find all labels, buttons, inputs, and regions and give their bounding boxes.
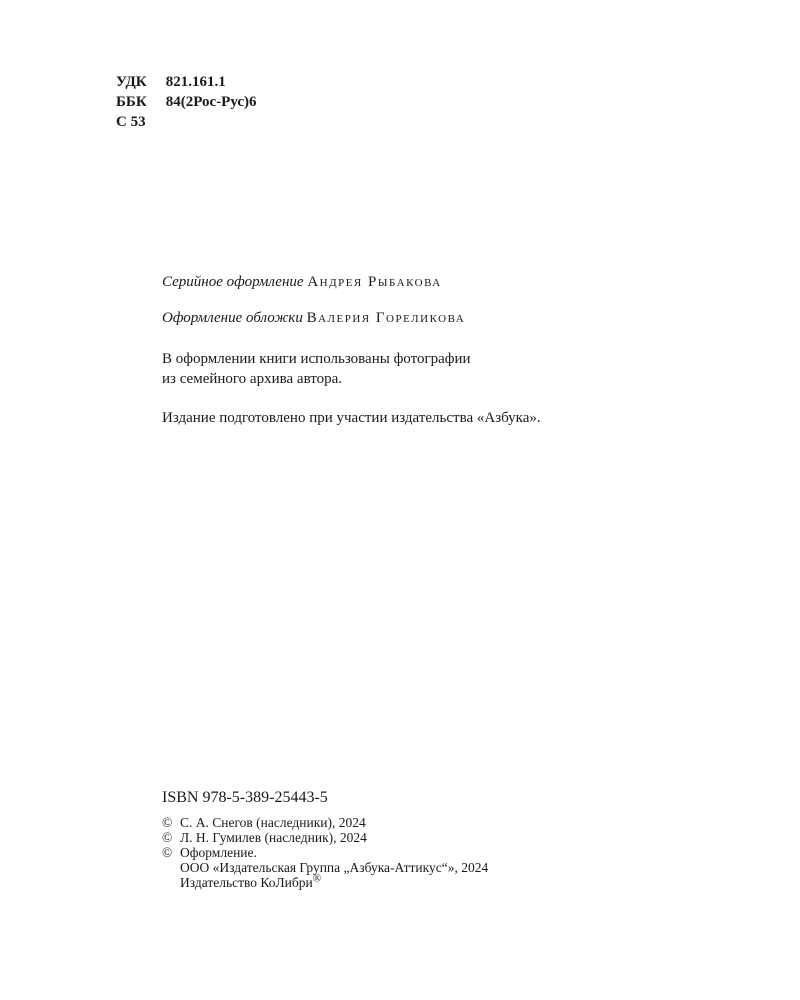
cover-design-credit	[162, 308, 722, 328]
author-mark: С 53	[116, 114, 146, 130]
bbk-code: ББК	[116, 94, 147, 110]
copyright-line	[162, 845, 722, 860]
copyright-continuation: ООО «Издательская Группа „Азбука-Аттикус“», 2024	[180, 860, 489, 875]
copyright-symbol: ©	[162, 845, 173, 860]
copyright-text: С. А. Снегов (наследники), 2024	[180, 815, 366, 830]
photos-note-line-1: В оформлении книги использованы фотографии	[162, 351, 471, 367]
copyright-text: Л. Н. Гумилев (наследник), 2024	[180, 830, 367, 845]
series-design-person: Андрея Рыбакова	[307, 274, 442, 290]
publisher-name: Издательство КоЛибри	[180, 875, 313, 890]
udk-value: 821.161.1	[165, 74, 226, 90]
copyright-line	[162, 815, 722, 830]
copyright-line	[162, 830, 722, 845]
copyright-text: Оформление.	[180, 845, 257, 860]
udk-code: УДК	[116, 74, 147, 90]
credits-block	[162, 272, 722, 428]
copyright-symbol: ©	[162, 815, 173, 830]
cover-design-role: Оформление обложки	[162, 310, 303, 326]
bbk-row	[116, 92, 257, 112]
copyright-block	[162, 815, 722, 890]
photos-note-line-2: из семейного архива автора.	[162, 371, 343, 387]
publisher-note: Издание подготовлено при участии издательства «Азбука».	[162, 410, 541, 426]
udk-row	[116, 72, 257, 92]
copyright-continuation	[162, 872, 722, 890]
series-design-role: Серийное оформление	[162, 274, 304, 290]
classification-block	[116, 72, 257, 132]
copyright-symbol: ©	[162, 830, 173, 845]
bbk-value: 84(2Рос-Рус)6	[165, 94, 257, 110]
isbn: ISBN 978-5-389-25443-5	[162, 789, 328, 806]
cover-design-person: Валерия Гореликова	[306, 310, 466, 326]
registered-mark: ®	[312, 872, 322, 885]
series-design-credit	[162, 272, 722, 292]
